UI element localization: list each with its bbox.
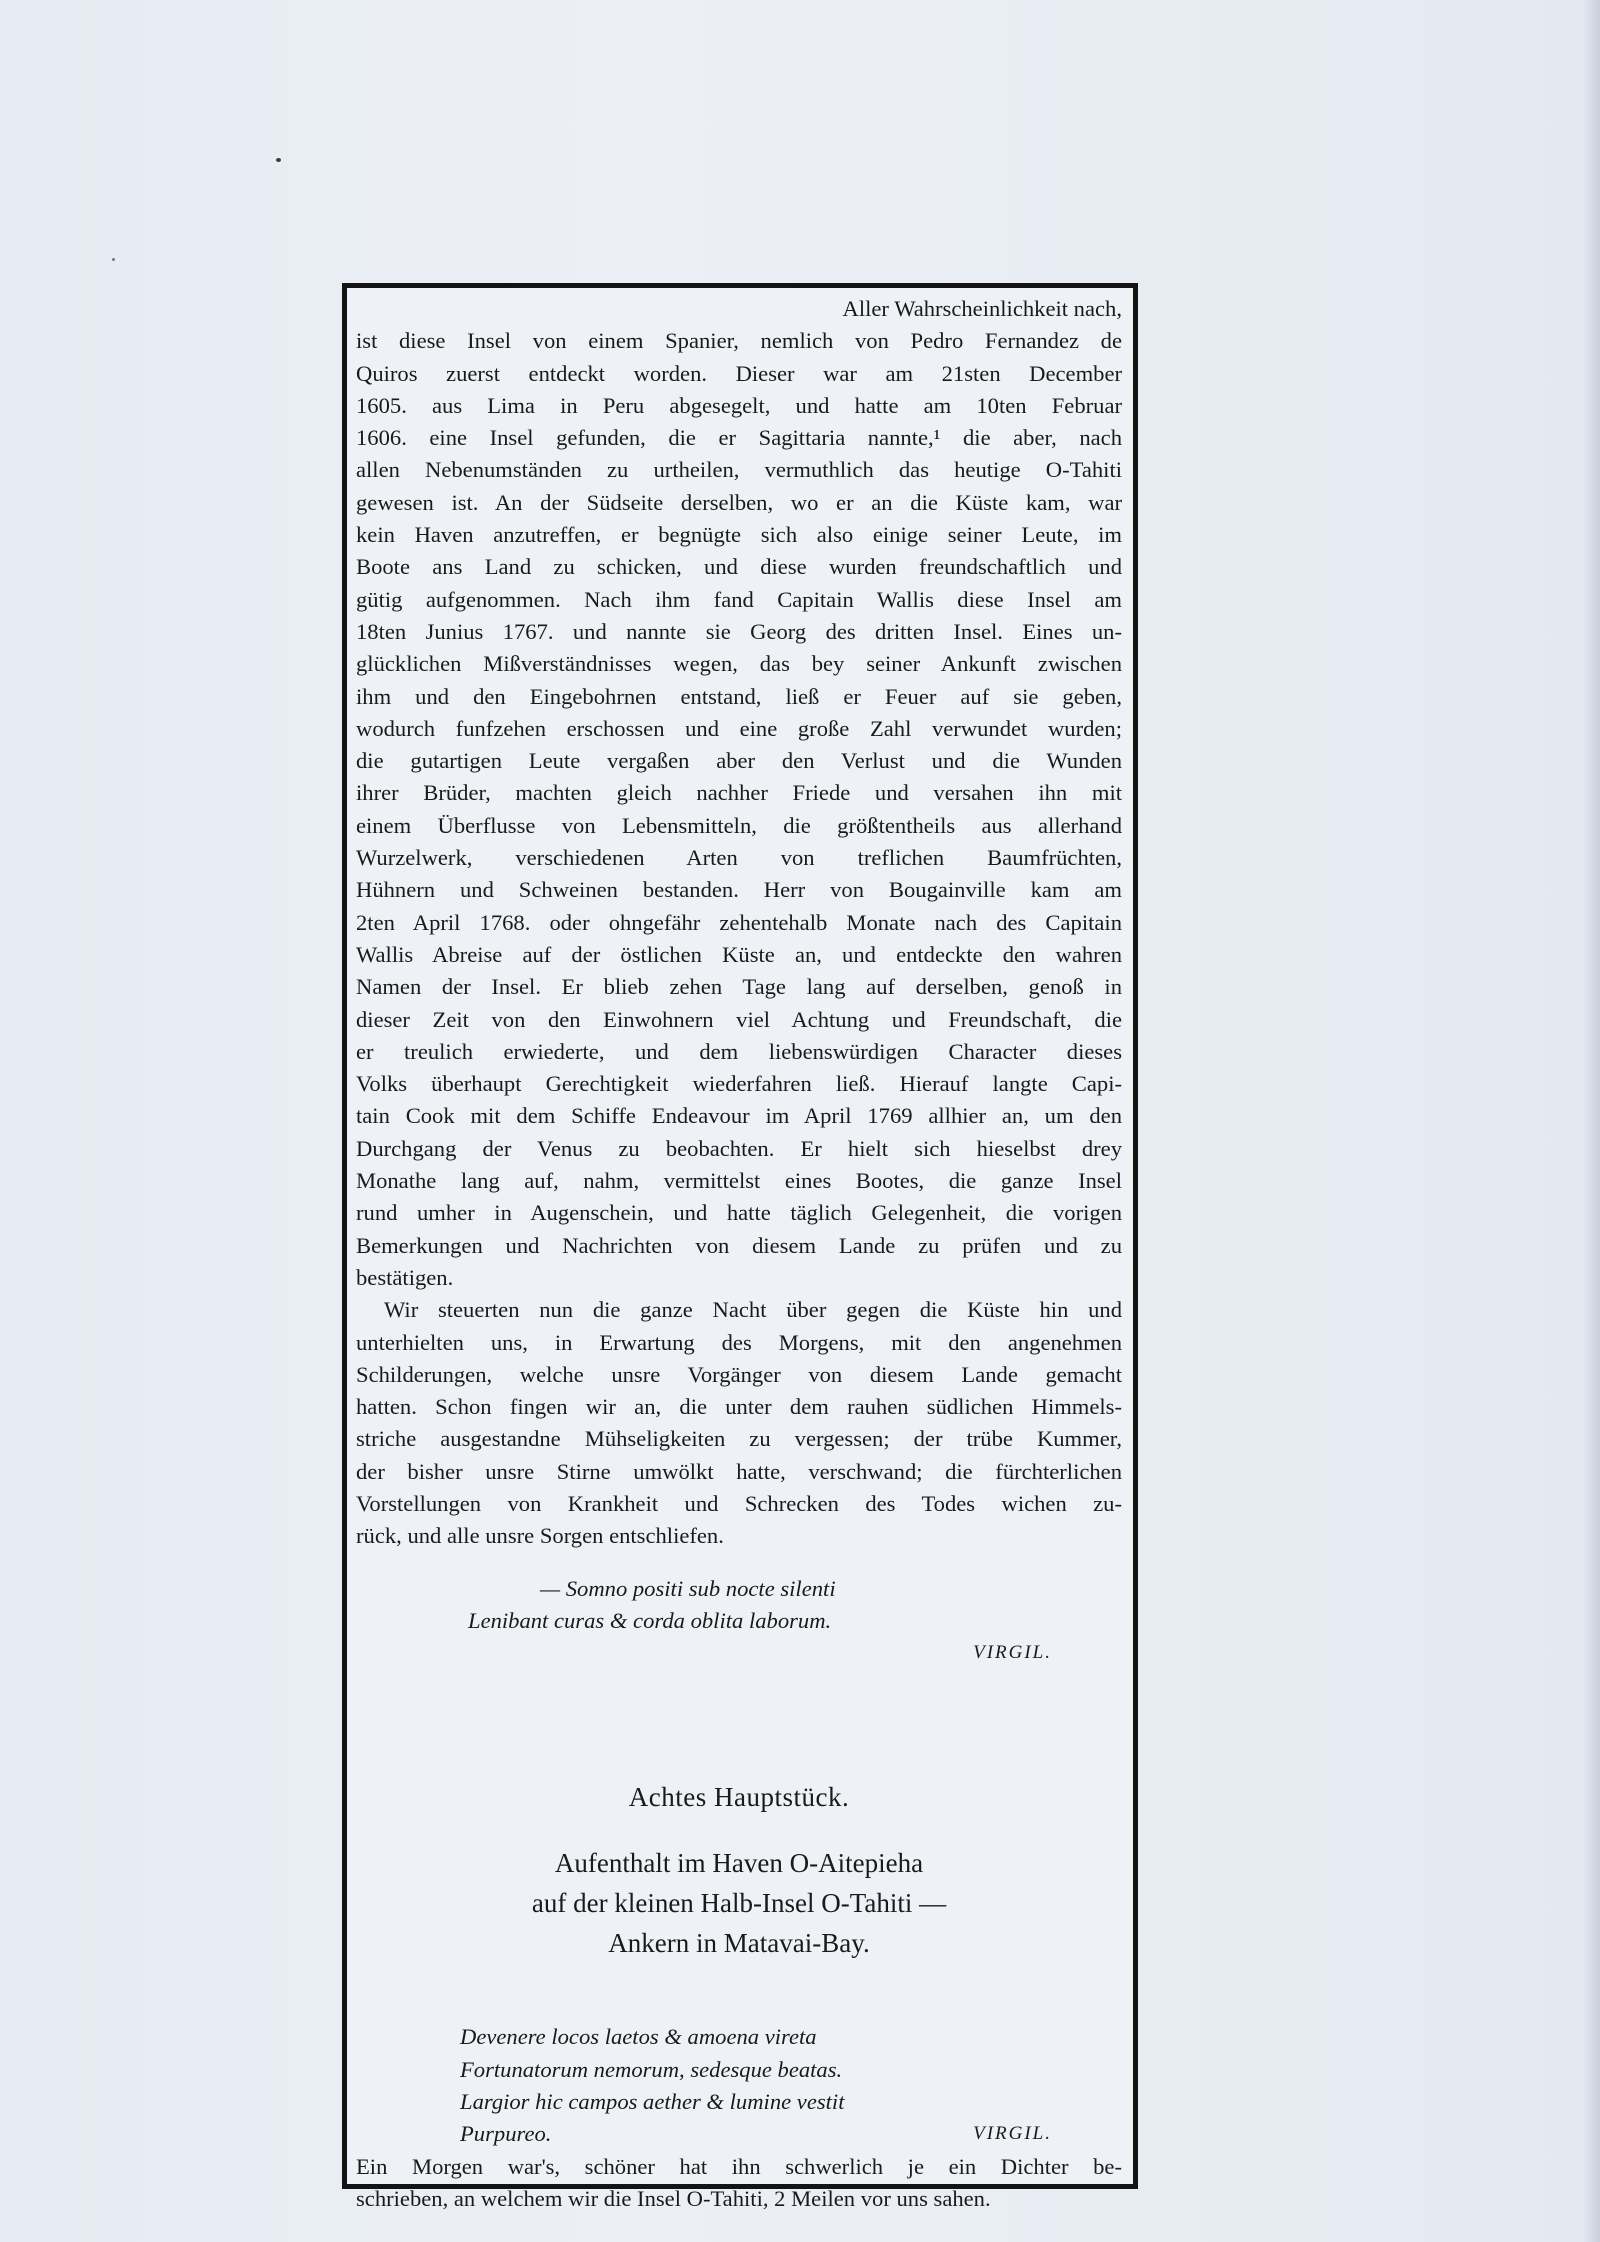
text-line: Aller Wahrscheinlichkeit nach, xyxy=(842,296,1122,321)
quote-line: Devenere locos laetos & amoena vireta xyxy=(460,2024,817,2050)
paragraph-history xyxy=(356,293,1122,1294)
paragraph-morning-arrival xyxy=(356,2151,1122,2216)
text-line: Volks überhaupt Gerechtigkeit wiederfahren ließ. Hierauf langte Capi- xyxy=(356,1071,1122,1097)
text-line: Vorstellungen von Krankheit und Schrecken des Todes wichen zu- xyxy=(356,1490,1122,1516)
page-edge-shadow xyxy=(1582,0,1600,2242)
text-line: Wir steuerten nun die ganze Nacht über gegen die Küste hin und xyxy=(384,1297,1122,1323)
text-line: ihrer Brüder, machten gleich nachher Friede und versahen ihn mit xyxy=(356,780,1122,806)
text-line: Ein Morgen war's, schöner hat ihn schwerlich je ein Dichter be- xyxy=(356,2153,1122,2179)
text-line: rück, und alle unsre Sorgen entschliefen. xyxy=(356,1523,724,1549)
quote-line: Fortunatorum nemorum, sedesque beatas. xyxy=(460,2056,843,2082)
text-line: der bisher unsre Stirne umwölkt hatte, verschwand; die fürchterlichen xyxy=(356,1458,1122,1484)
text-line: hatten. Schon fingen wir an, die unter dem rauhen südlichen Himmels- xyxy=(356,1394,1122,1420)
text-line: tain Cook mit dem Schiffe Endeavour im April 1769 allhier an, um den xyxy=(356,1103,1122,1129)
text-line: unterhielten uns, in Erwartung des Morgens, mit den angenehmen xyxy=(356,1329,1122,1355)
quote-line: Largior hic campos aether & lumine vestit xyxy=(460,2089,845,2115)
text-line: Monathe lang auf, nahm, vermittelst eines Bootes, die ganze Insel xyxy=(356,1168,1122,1194)
text-line: striche ausgestandne Mühseligkeiten zu vergessen; der trübe Kummer, xyxy=(356,1426,1122,1452)
text-line: 1605. aus Lima in Peru abgesegelt, und hatte am 10ten Februar xyxy=(356,392,1122,418)
text-line: Quiros zuerst entdeckt worden. Dieser war am 21sten December xyxy=(356,360,1122,386)
text-line: Schilderungen, welche unsre Vorgänger von diesem Lande gemacht xyxy=(356,1361,1122,1387)
text-line: bestätigen. xyxy=(356,1264,454,1290)
text-line: Boote ans Land zu schicken, und diese wurden freundschaftlich und xyxy=(356,554,1122,580)
text-line: 18ten Junius 1767. und nannte sie Georg des dritten Insel. Eines un- xyxy=(356,618,1122,644)
text-line: 2ten April 1768. oder ohngefähr zehentehalb Monate nach des Capitain xyxy=(356,909,1122,935)
text-line: rund umher in Augenschein, und hatte täglich Gelegenheit, die vorigen xyxy=(356,1200,1122,1226)
text-line: gütig aufgenommen. Nach ihm fand Capitain Wallis diese Insel am xyxy=(356,586,1122,612)
virgil-quote-2 xyxy=(460,2021,1122,2150)
text-line: Durchgang der Venus zu beobachten. Er hielt sich hieselbst drey xyxy=(356,1135,1122,1161)
dust-speck xyxy=(112,258,115,261)
text-line: ist diese Insel von einem Spanier, nemlich von Pedro Fernandez de xyxy=(356,328,1122,354)
text-line: dieser Zeit von den Einwohnern viel Achtung und Freundschaft, die xyxy=(356,1006,1122,1032)
chapter-summary xyxy=(356,1843,1122,1963)
paragraph-night-voyage xyxy=(356,1294,1122,1552)
text-line: die gutartigen Leute vergaßen aber den Verlust und die Wunden xyxy=(356,748,1122,774)
quote-attribution: VIRGIL. xyxy=(973,1642,1052,1664)
text-line: Wallis Abreise auf der östlichen Küste an, und entdeckte den wahren xyxy=(356,941,1122,967)
text-line: einem Überflusse von Lebensmitteln, die größtentheils aus allerhand xyxy=(356,812,1122,838)
text-line: wodurch funfzehen erschossen und eine große Zahl verwundet wurden; xyxy=(356,715,1122,741)
text-line: Bemerkungen und Nachrichten von diesem Lande zu prüfen und zu xyxy=(356,1232,1122,1258)
quote-attribution: VIRGIL. xyxy=(973,2123,1052,2145)
text-line: kein Haven anzutreffen, er begnügte sich also einige seiner Leute, im xyxy=(356,522,1122,548)
text-line: Wurzelwerk, verschiedenen Arten von treflichen Baumfrüchten, xyxy=(356,845,1122,871)
text-line: 1606. eine Insel gefunden, die er Sagittaria nannte,¹ die aber, nach xyxy=(356,425,1122,451)
text-line: gewesen ist. An der Südseite derselben, wo er an die Küste kam, war xyxy=(356,489,1122,515)
quote-line-text: Purpureo. xyxy=(460,2121,552,2147)
text-line: Hühnern und Schweinen bestanden. Herr von Bougainville kam am xyxy=(356,877,1122,903)
chapter-summary-line: auf der kleinen Halb-Insel O-Tahiti — xyxy=(531,1888,947,1919)
page-content xyxy=(356,293,1122,2215)
quote-line-final xyxy=(460,2118,1122,2150)
text-line: ihm und den Eingebohrnen entstand, ließ er Feuer auf sie geben, xyxy=(356,683,1122,709)
virgil-quote-1 xyxy=(468,1573,1122,1670)
chapter-summary-line: Aufenthalt im Haven O-Aitepieha xyxy=(554,1848,924,1879)
quote-line: — Somno positi sub nocte silenti xyxy=(540,1575,836,1601)
text-line: allen Nebenumständen zu urtheilen, vermuthlich das heutige O-Tahiti xyxy=(356,457,1122,483)
text-line: er treulich erwiederte, und dem liebenswürdigen Character dieses xyxy=(356,1038,1122,1064)
chapter-title: Achtes Hauptstück. xyxy=(628,1782,850,1813)
dust-speck xyxy=(276,158,281,162)
text-line: glücklichen Mißverständnisses wegen, das bey seiner Ankunft zwischen xyxy=(356,651,1122,677)
chapter-summary-line: Ankern in Matavai-Bay. xyxy=(608,1928,870,1959)
text-line: schrieben, an welchem wir die Insel O-Tahiti, 2 Meilen vor uns sahen. xyxy=(356,2185,991,2211)
text-line: Namen der Insel. Er blieb zehen Tage lang auf derselben, genoß in xyxy=(356,974,1122,1000)
quote-line: Lenibant curas & corda oblita laborum. xyxy=(468,1607,832,1633)
